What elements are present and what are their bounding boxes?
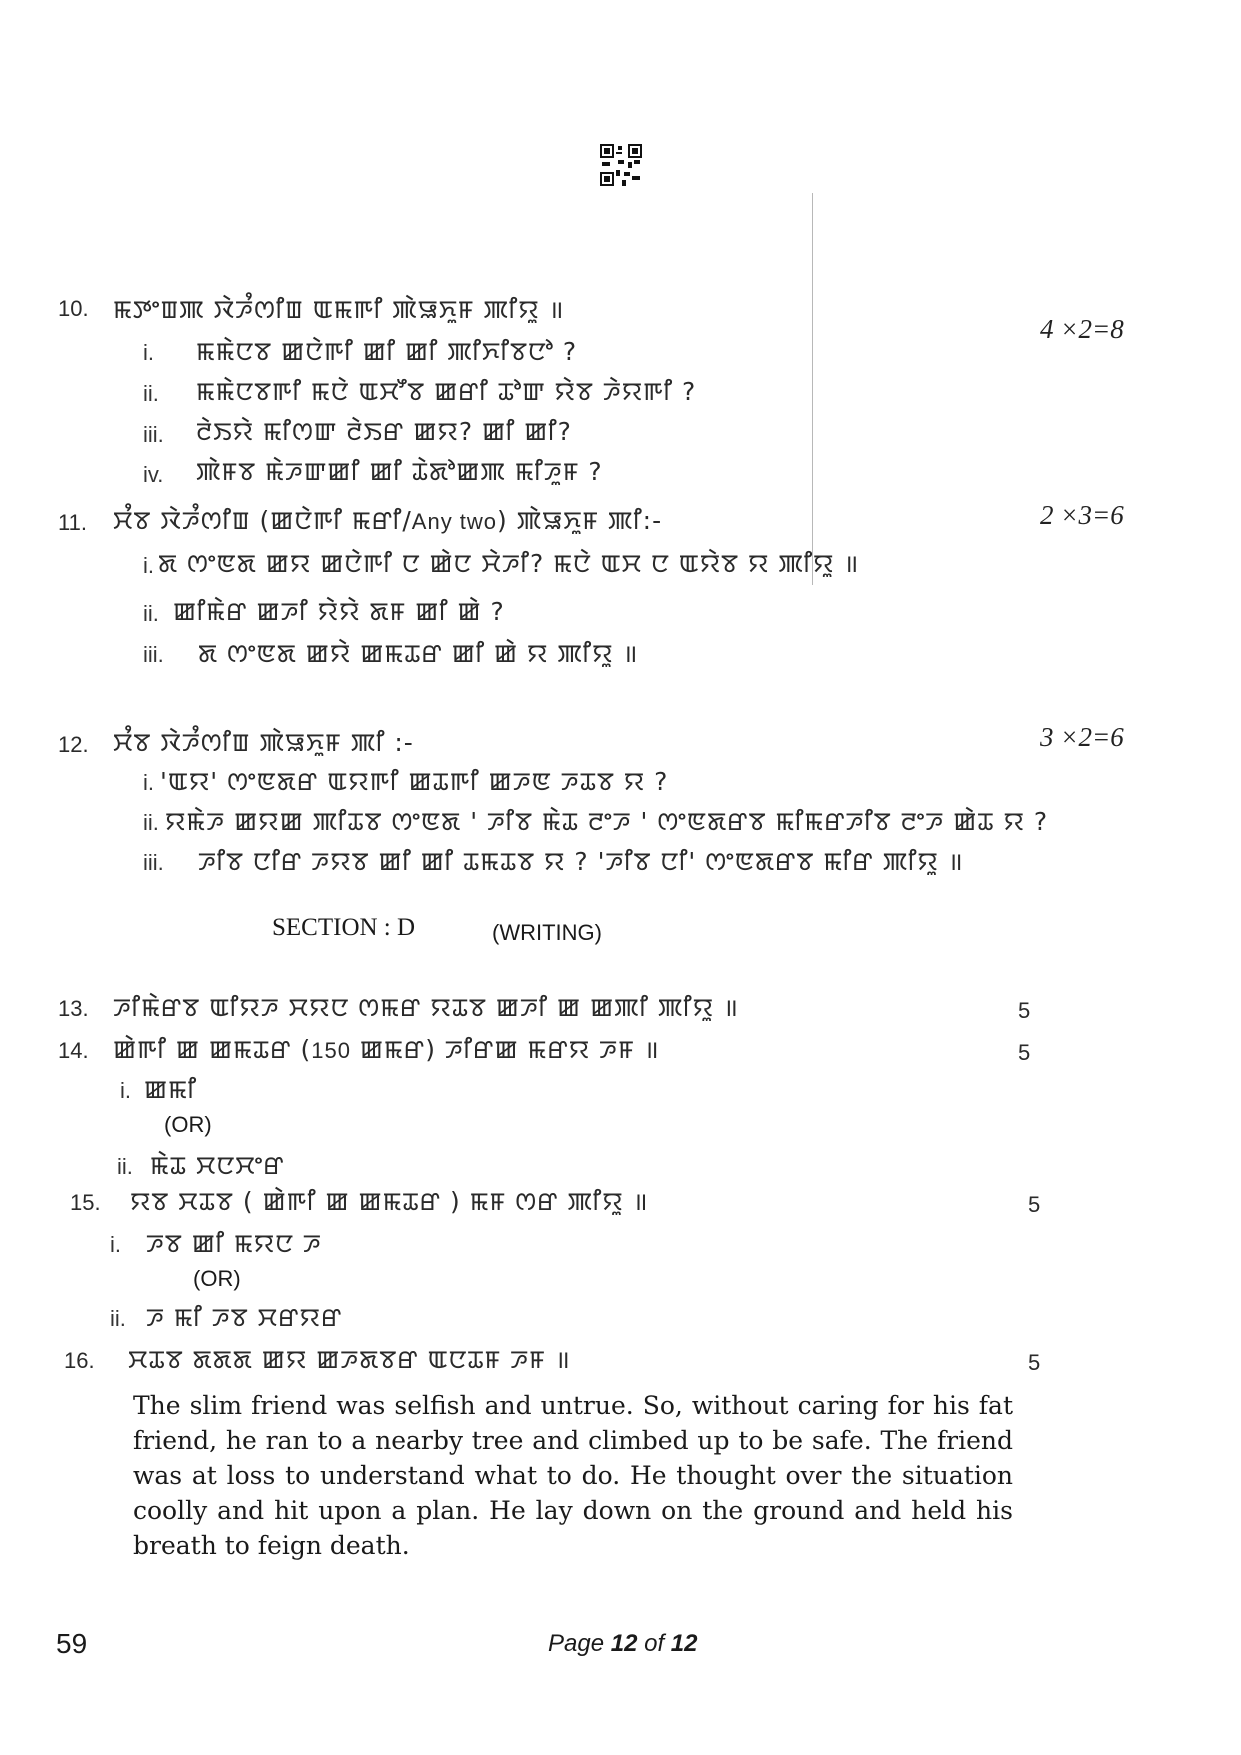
question-text: ꯆꯪꯕ ꯋꯥꯍꯪꯁꯤꯡ (ꯀꯅꯥꯒꯤ ꯃꯔꯤ/Any two) ꯄꯥꯎꯈꯨꯝ ꯄꯤ:- [113,506,663,535]
item-text: ꯍꯕ ꯀꯤ ꯃꯌꯅ ꯍ [146,1229,322,1258]
item-label: ii. [143,381,159,406]
question-number: 15. [70,1190,101,1215]
question-number: 11. [58,510,87,535]
marks-label: 4 ×2=8 [1040,314,1124,344]
paper-code: 59 [56,1628,88,1659]
item-label: i. [120,1078,131,1103]
vertical-rule [812,193,813,585]
item-label: iii. [143,850,164,875]
question-number: 14. [58,1038,89,1063]
or-label: (OR) [193,1266,241,1291]
section-subtitle: (WRITING) [492,920,602,945]
marks-label: 5 [1028,1192,1041,1217]
item-text: ꯃꯃꯥꯅꯕ ꯀꯅꯥꯒꯤ ꯀꯤ ꯀꯤ ꯄꯤꯈꯤꯕꯅꯣ ? [196,337,578,366]
marks-label: 2 ×3=6 [1040,500,1124,530]
item-text: ꯍꯤꯕ ꯅꯤꯔ ꯍꯌꯕ ꯀꯤ ꯀꯤ ꯊꯃꯊꯕ ꯌ ? 'ꯍꯤꯕ ꯅꯤ' ꯁꯦꯟꯗꯔꯕ ꯃꯤꯔ ꯄꯤꯌꯨ ॥ [198,847,964,876]
item-text: ꯗ ꯁꯦꯟꯗ ꯀꯌ ꯀꯅꯥꯒꯤ ꯅ ꯀꯥꯅ ꯆꯥꯍꯤ? ꯃꯅꯥ ꯑꯆ ꯅ ꯑꯌꯥꯕ ꯌ ꯄꯤꯌꯨ ॥ [158,549,860,578]
section-title: SECTION : D [272,914,416,941]
question-number: 13. [58,996,89,1021]
item-text: ꯌꯃꯥꯍ ꯀꯌꯀ ꯄꯤꯊꯕ ꯁꯦꯟꯗ ' ꯍꯤꯕ ꯃꯥꯊ ꯂꯦꯍ ' ꯁꯦꯟꯗꯔꯕ ꯃꯤꯃꯔꯍꯤꯕ ꯂꯦꯍ ꯀꯥꯊ ꯌ ? [165,807,1049,836]
item-text: ꯃꯥꯊ ꯆꯅꯆꯦꯔ [150,1151,285,1180]
question-number: 16. [64,1348,95,1373]
item-label: iv. [143,462,164,487]
marks-label: 3 ×2=6 [1040,722,1124,752]
page-indicator: Page 12 of 12 [548,1630,698,1657]
item-label: ii. [117,1154,133,1179]
question-text: ꯆꯪꯕ ꯋꯥꯍꯪꯁꯤꯡ ꯄꯥꯎꯈꯨꯝ ꯄꯤ :- [113,728,414,757]
item-label: i. [110,1232,121,1257]
item-text: ꯍ ꯃꯤ ꯍꯕ ꯆꯔꯌꯔ [146,1303,343,1332]
item-label: i. [143,340,154,365]
or-label: (OR) [164,1112,212,1137]
item-text: ꯀꯃꯤ [144,1075,198,1104]
question-text: ꯌꯕ ꯆꯊꯕ ( ꯀꯥꯒꯤ ꯀ ꯀꯃꯊꯔ ) ꯃꯝ ꯁꯔ ꯄꯤꯌꯨ ॥ [130,1187,649,1216]
item-label: ii. [143,601,159,626]
question-text: ꯆꯊꯕ ꯗꯗꯗ ꯀꯌ ꯀꯍꯗꯕꯔ ꯑꯅꯊꯝ ꯍꯝ ॥ [128,1345,571,1374]
item-label: ii. [143,810,159,835]
question-number: 12. [58,732,89,757]
item-label: iii. [143,642,164,667]
item-label: i. [143,553,154,578]
qr-code-icon [600,144,642,186]
marks-label: 5 [1018,998,1031,1023]
question-text: ꯃꯇꯦꯡꯄ ꯋꯥꯍꯪꯁꯤꯡ ꯑꯃꯒꯤ ꯄꯥꯎꯈꯨꯝ ꯄꯤꯌꯨ ॥ [113,295,565,324]
item-text: ꯀꯤꯃꯥꯔ ꯀꯍꯤ ꯌꯥꯌꯥ ꯗꯝ ꯀꯤ ꯀꯥ ? [173,597,505,626]
item-text: 'ꯑꯌ' ꯁꯦꯟꯗꯔ ꯑꯌꯒꯤ ꯀꯊꯒꯤ ꯀꯍꯟ ꯍꯊꯕ ꯌ ? [160,767,669,796]
item-label: iii. [143,422,164,447]
item-text: ꯃꯃꯥꯅꯕꯒꯤ ꯃꯅꯥ ꯑꯆꯧꯕ ꯀꯔꯤ ꯊꯣꯛ ꯌꯥꯕ ꯍꯥꯌꯒꯤ ? [196,377,697,406]
passage-paragraph: The slim friend was selfish and untrue. So, without caring for his fat friend, he ran to a nearby tree and climbed up to be safe. The friend was at loss to understand what to do. He thought over the situation coolly and hit upon a plan. He lay down on the ground and held his breath to feign death. [133,1391,1013,1560]
question-number: 10. [58,296,89,321]
marks-label: 5 [1018,1040,1031,1065]
question-text: ꯀꯥꯒꯤ ꯀ ꯀꯃꯊꯔ (150 ꯀꯃꯔ) ꯍꯤꯔꯀ ꯃꯔꯌ ꯍꯝ ॥ [113,1035,660,1064]
item-label: ii. [110,1306,126,1331]
question-text: ꯍꯤꯃꯥꯔꯕ ꯑꯤꯌꯍ ꯆꯌꯅ ꯁꯃꯔ ꯌꯊꯕ ꯀꯍꯤ ꯀ ꯀꯄꯤ ꯄꯤꯌꯨ ॥ [113,993,739,1022]
marks-label: 5 [1028,1350,1041,1375]
item-text: ꯗ ꯁꯦꯟꯗ ꯀꯌꯥ ꯀꯃꯊꯔ ꯀꯤ ꯀꯥ ꯌ ꯄꯤꯌꯨ ॥ [198,639,639,668]
item-label: i. [143,770,154,795]
item-text: ꯄꯥꯝꯕ ꯃꯥꯍꯛꯀꯤ ꯀꯤ ꯊꯥꯗꯣꯀꯄ ꯃꯤꯍꯨꯝ ? [196,457,603,486]
item-text: ꯂꯥꯏꯌꯥ ꯃꯤꯁꯛ ꯂꯥꯏꯔ ꯀꯌ? ꯀꯤ ꯀꯤ? [196,417,572,446]
